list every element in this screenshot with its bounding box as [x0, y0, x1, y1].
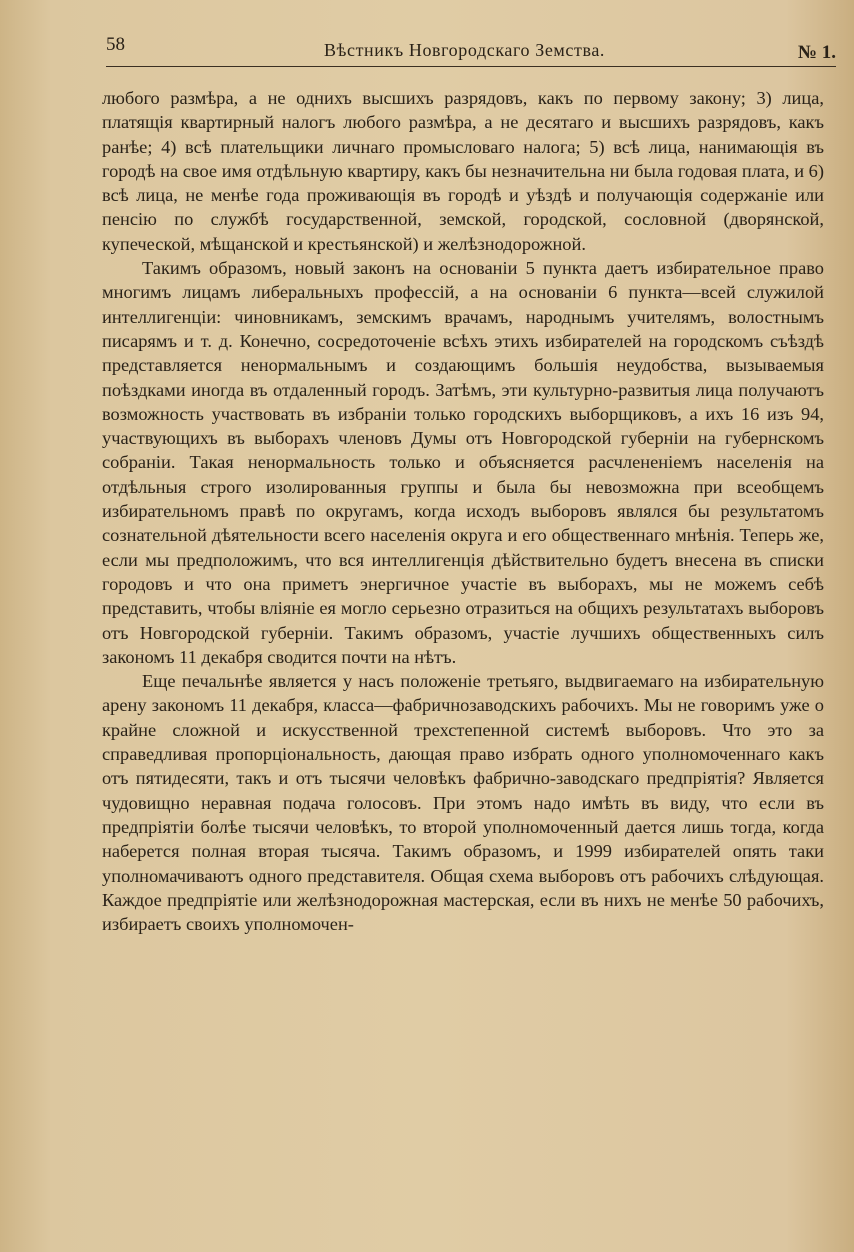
page-header	[106, 30, 836, 74]
paragraph: Еще печальнѣе является у насъ положеніе третьяго, выдвигаемаго на избирательную арену закономъ 11 декабря, класса—фабричнозаводскихъ рабочихъ. Мы не говоримъ уже о крайне сложной и искусственной трехстепенной системѣ выборовъ. Что это за справедливая пропорціональность, дающая право избрать одного уполномоченнаго какъ отъ пятидесяти, такъ и отъ тысячи человѣкъ фабрично-заводскаго предпріятія? Является чудовищно неравная подача голосовъ. При этомъ надо имѣть въ виду, что если въ предпріятіи болѣе тысячи человѣкъ, то второй уполномоченный дается лишь тогда, когда наберется полная вторая тысяча. Такимъ образомъ, и 1999 избирателей опять таки уполномачиваютъ одного представителя. Общая схема выборовъ отъ рабочихъ слѣдующая. Каждое предпріятіе или желѣзнодорожная мастерская, если въ нихъ не менѣе 50 рабочихъ, избираетъ своихъ уполномочен-	[102, 671, 824, 935]
journal-title: Вѣстникъ Новгородскаго Земства.	[324, 40, 606, 60]
page-number: 58	[106, 34, 125, 55]
paragraph-continuation: любого размѣра, а не однихъ высшихъ разрядовъ, какъ по первому закону; 3) лица, платящія квартирный налогъ любого размѣра, а не десятаго и высшихъ разрядовъ, какъ ранѣе; 4) всѣ плательщики личнаго промысловаго налога; 5) всѣ лица, нанимающія въ городѣ на свое имя отдѣльную квартиру, какъ бы незначительна ни была годовая плата, и 6) всѣ лица, не менѣе года проживающія въ городѣ и уѣздѣ и получающія содержаніе или пенсію по службѣ государственной, земской, городской, сословной (дворянской, купеческой, мѣщанской и крестьянской) и желѣзнодорожной.	[102, 88, 824, 254]
article-body	[102, 86, 824, 936]
issue-number: № 1.	[797, 42, 836, 63]
paragraph: Такимъ образомъ, новый законъ на основаніи 5 пункта даетъ избирательное право многимъ лицамъ либеральныхъ профессій, а на основаніи 6 пункта—всей служилой интеллигенціи: чиновникамъ, земскимъ врачамъ, народнымъ учителямъ, волостнымъ писарямъ и т. д. Конечно, сосредоточеніе всѣхъ этихъ избирателей на городскомъ съѣздѣ представляется ненормальнымъ и создающимъ большія неудобства, вызываемыя поѣздками иногда въ отдаленный городъ. Затѣмъ, эти культурно-развитыя лица получаютъ возможность участвовать въ избраніи только городскихъ выборщиковъ, а ихъ 16 изъ 94, участвующихъ въ выборахъ членовъ Думы отъ Новгородской губерніи на губернскомъ собраніи. Такая ненормальность только и объясняется расчлененіемъ населенія на отдѣльныя строго изолированныя группы и была бы невозможна при всеобщемъ избирательномъ правѣ по округамъ, когда исходъ выборовъ являлся бы результатомъ сознательной дѣятельности всего населенія округа и его общественнаго мнѣнія. Теперь же, если мы предположимъ, что вся интеллигенція дѣйствительно будетъ внесена въ списки городовъ и что она приметъ энергичное участіе въ выборахъ, мы не можемъ себѣ представить, чтобы вліяніе ея могло серьезно отразиться на общихъ результатахъ выборовъ отъ Новгородской губерніи. Такимъ образомъ, участіе лучшихъ общественныхъ силъ закономъ 11 декабря сводится почти на нѣтъ.	[102, 258, 824, 667]
header-rule	[106, 66, 836, 67]
